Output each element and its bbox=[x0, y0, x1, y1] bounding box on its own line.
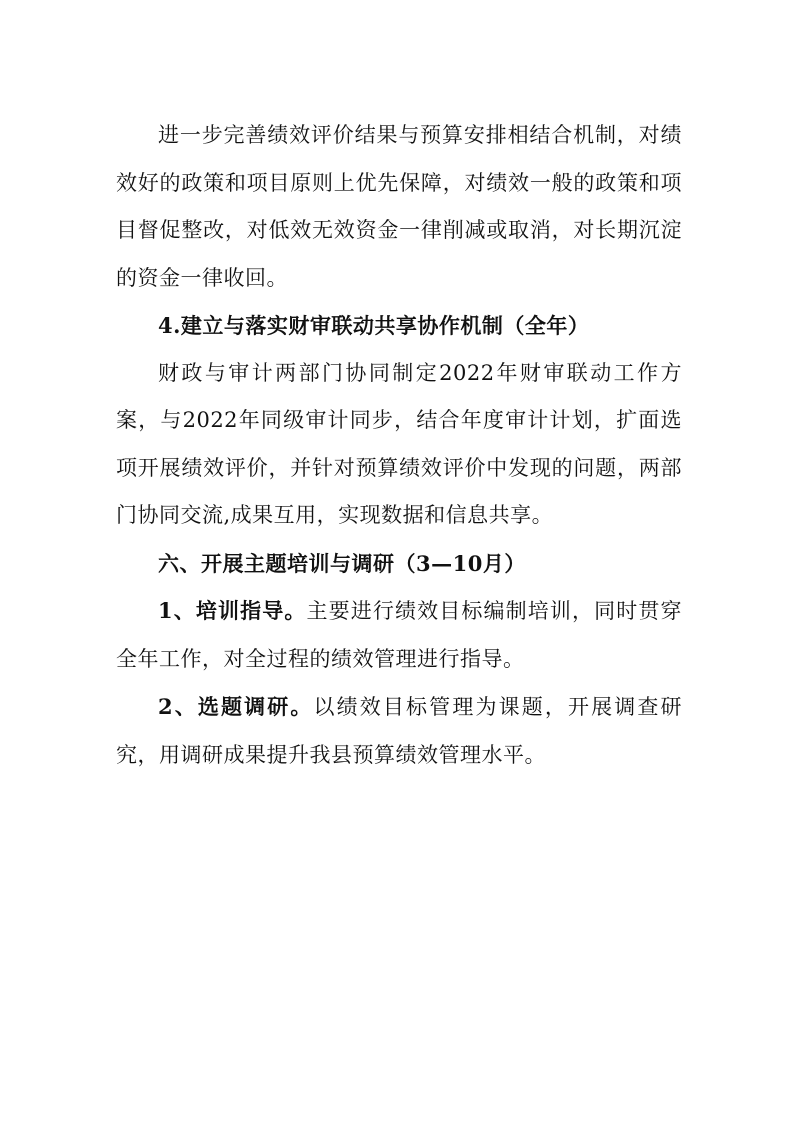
heading-training-research: 六、开展主题培训与调研（3—10月） bbox=[158, 550, 526, 576]
document-page bbox=[116, 112, 682, 779]
paragraph-audit-linkage: 财政与审计两部门协同制定2022年财审联动工作方案，与2022年同级审计同步，结合年度审计计划，扩面选项开展绩效评价，并针对预算绩效评价中发现的问题，两部门协同交流,成果互用，实现数据和信息共享。 bbox=[116, 360, 682, 527]
paragraph-research bbox=[116, 683, 682, 779]
paragraph-training bbox=[116, 587, 682, 683]
research-lead: 2、选题调研。 bbox=[158, 694, 314, 719]
research-body: 以绩效目标管理为课题，开展调查研究，用调研成果提升我县预算绩效管理水平。 bbox=[116, 695, 682, 767]
heading-audit-linkage: 4.建立与落实财审联动共享协作机制（全年） bbox=[158, 313, 590, 338]
paragraph-performance-budget: 进一步完善绩效评价结果与预算安排相结合机制，对绩效好的政策和项目原则上优先保障，对绩效一般的政策和项目督促整改，对低效无效资金一律削减或取消，对长期沉淀的资金一律收回。 bbox=[116, 123, 682, 290]
training-lead: 1、培训指导。 bbox=[158, 598, 307, 623]
training-body: 主要进行绩效目标编制培训，同时贯穿全年工作，对全过程的绩效管理进行指导。 bbox=[116, 599, 682, 671]
